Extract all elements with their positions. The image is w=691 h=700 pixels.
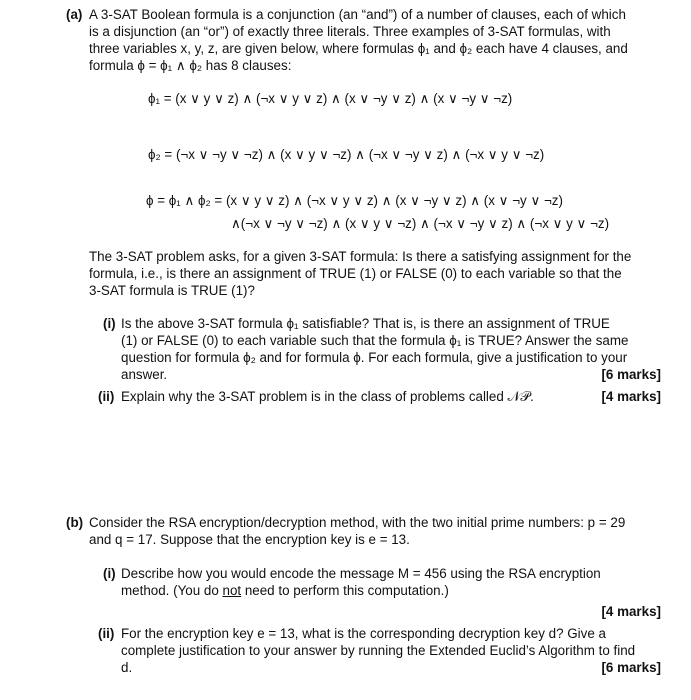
part-b-i-line-2 [121,582,449,599]
part-a-ii-text: Explain why the 3-SAT problem is in the class of problems called 𝒩𝒫. [121,389,534,404]
formula-phi1: ϕ₁ = (x ∨ y ∨ z) ∧ (¬x ∨ y ∨ z) ∧ (x ∨ ¬y ∨ z) ∧ (x ∨ ¬y ∨ ¬z) [148,91,513,106]
part-a-i-marks: [6 marks] [601,367,661,382]
part-b-i-label: (i) [103,566,116,581]
part-b-ii-marks: [6 marks] [601,660,661,675]
part-a-ii-marks: [4 marks] [601,389,661,404]
part-a-i-line-1: Is the above 3-SAT formula ϕ₁ satisfiable? That is, is there an assignment of TRUE [121,316,610,331]
part-a-label: (a) [66,7,83,22]
part-a-i-line-4: answer. [121,367,168,382]
part-b-i-marks: [4 marks] [601,604,661,619]
problem-line-3: 3-SAT formula is TRUE (1)? [89,283,255,298]
part-b-label: (b) [66,515,84,530]
part-b-ii-line-1: For the encryption key e = 13, what is the corresponding decryption key d? Give a [121,626,606,641]
part-a-intro-line-3: three variables x, y, z, are given below, where formulas ϕ₁ and ϕ₂ each have 4 clauses, and [89,41,628,56]
part-b-ii-line-2: complete justification to your answer by running the Extended Euclid’s Algorithm to find [121,643,636,658]
part-b-intro-line-1: Consider the RSA encryption/decryption method, with the two initial prime numbers: p = 29 [89,515,626,530]
part-a-i-line-2: (1) or FALSE (0) to each variable such that the formula ϕ₁ is TRUE? Answer the same [121,333,629,348]
part-b-ii-line-3: d. [121,660,133,675]
part-a-intro-line-1: A 3-SAT Boolean formula is a conjunction (an “and”) of a number of clauses, each of which [89,7,626,22]
part-a-i-label: (i) [103,316,116,331]
part-b-i-line-2a: method. (You do [121,583,223,598]
part-b-i-not: not [222,583,242,598]
part-b-ii-label: (ii) [98,626,115,641]
part-a-i-line-3: question for formula ϕ₂ and for formula ϕ. For each formula, give a justification to your [121,350,628,365]
formula-phi-line-1: ϕ = ϕ₁ ∧ ϕ₂ = (x ∨ y ∨ z) ∧ (¬x ∨ y ∨ z) ∧ (x ∨ ¬y ∨ z) ∧ (x ∨ ¬y ∨ ¬z) [146,193,563,208]
formula-phi-line-2: ∧(¬x ∨ ¬y ∨ ¬z) ∧ (x ∨ y ∨ ¬z) ∧ (¬x ∨ ¬y ∨ z) ∧ (¬x ∨ y ∨ ¬z) [231,216,610,231]
problem-line-2: formula, i.e., is there an assignment of TRUE (1) or FALSE (0) to each variable so that the [89,266,622,281]
part-a-intro-line-4: formula ϕ = ϕ₁ ∧ ϕ₂ has 8 clauses: [89,58,292,73]
part-b-i-line-1: Describe how you would encode the message M = 456 using the RSA encryption [121,566,601,581]
part-b-intro-line-2: and q = 17. Suppose that the encryption key is e = 13. [89,532,410,547]
formula-phi2: ϕ₂ = (¬x ∨ ¬y ∨ ¬z) ∧ (x ∨ y ∨ ¬z) ∧ (¬x ∨ ¬y ∨ z) ∧ (¬x ∨ y ∨ ¬z) [148,147,545,162]
problem-line-1: The 3-SAT problem asks, for a given 3-SAT formula: Is there a satisfying assignment for the [89,249,632,264]
part-b-i-line-2b: need to perform this computation.) [241,583,449,598]
part-a-ii-label: (ii) [98,389,115,404]
part-a-intro-line-2: is a disjunction (an “or”) of exactly three literals. Three examples of 3-SAT formulas, with [89,24,611,39]
